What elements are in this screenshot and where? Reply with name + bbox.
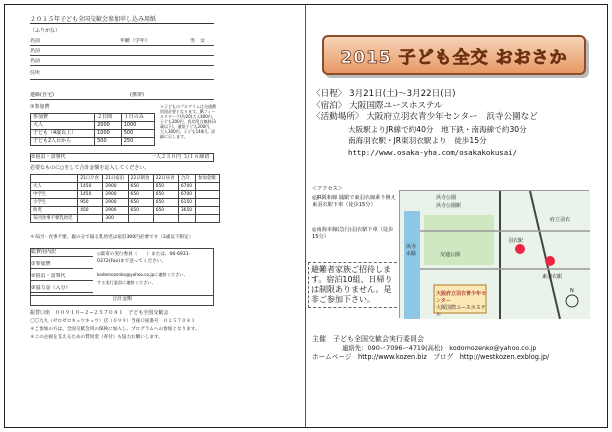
map-label-higashi: 東羽衣駅	[542, 274, 563, 280]
name-row-3[interactable]: 名前	[30, 58, 214, 66]
map-label-park: 浜寺公園	[436, 195, 457, 201]
map-graphic	[400, 191, 590, 319]
map-label-north: N	[570, 288, 574, 294]
contact-email: kodomozenko@yahoo.co.jpに連絡ください。	[97, 272, 188, 277]
name-row-2[interactable]: 名前	[30, 48, 214, 56]
access-line-2: 南海羽衣駅・JR東羽衣駅より 徒歩15分	[348, 136, 487, 145]
evacuee-notice: 避難者家族ご招待します。宿泊10組、日帰りは制限ありません。是非ご参加下さい。	[308, 262, 402, 308]
bank-account-detail: 〇〇九九（ゼロゼロキュウキュウ）店（０９９）当座口座番号 ０２５７０８１	[30, 319, 196, 324]
map-label-school: 府立羽衣	[550, 217, 571, 223]
waterway	[404, 211, 420, 319]
contact-text: ◇最寄の実行委員（ ）または、06-6931-0372(Fax)まで送ってください。	[97, 252, 191, 264]
map-label-hostel: 大阪国際ユースホステル	[436, 305, 486, 318]
station-marker-2	[545, 256, 555, 266]
grand-total: 合計金額	[31, 295, 213, 303]
organizer-contact: 連絡先：090ー7096ー4719(高松) kodomozenko@yahoo.co.jp	[342, 344, 537, 352]
note-1: ＊ご参加の方は、全国交歓会用の保険に加入し、プログラムへの参加となります。	[30, 327, 200, 332]
venue-url[interactable]: http://www.osaka-yha.com/osakakokusai/	[348, 147, 518, 157]
total-box	[30, 248, 214, 306]
access-header: ＜アクセス＞	[312, 186, 343, 192]
access-notes	[312, 186, 396, 241]
form-title: ２０１５年子ども全国交歓会参加申し込み用紙	[30, 16, 214, 24]
registration-form	[30, 16, 216, 340]
event-info	[312, 89, 602, 158]
organizer: 主催 子ども全国交歓会実行委員会	[312, 335, 424, 343]
organizer-links[interactable]: ホームページ http://www.kozen.biz ブログ http://westkozen.exblog.jp/	[312, 353, 550, 361]
total-item-fee[interactable]: ①参加費	[31, 261, 93, 269]
phone-row[interactable]: 連絡(自宅) (携帯)	[30, 92, 214, 100]
contact-tail: する実行委員に連絡ください。	[97, 280, 156, 285]
map-label-park-station: 浜寺公園駅	[436, 203, 462, 209]
note-2: ＊この企画を支えるための賛同金（寄付）も協力お願いします。	[30, 335, 163, 340]
date-line: 〈日程〉 3月21日(土)〜3月22日(日)	[312, 89, 456, 99]
meal-header-row: ②宿泊・食事代 一人２５０円 ３/１６締切	[30, 153, 214, 162]
furigana-label: （ふりがな）	[30, 28, 61, 34]
map-label-center: 大阪府立羽衣青少年センター	[436, 291, 487, 304]
fee-header: ①参加費	[30, 104, 50, 110]
access-line-1: 大阪駅よりJR線で約40分 地下鉄・南海線で約30分	[348, 124, 527, 134]
meal-footnote: ＊布団・食事不要、親の分で寝る乳幼児は宿泊300円必要です（3歳以下限定）	[30, 235, 194, 240]
name-row-1[interactable]: 名前 年齢（学年） 男 女	[30, 38, 214, 46]
fold-line	[305, 5, 306, 427]
map-label-traffic-park: 交通公園	[440, 252, 461, 258]
meal-note: 必要なものに○をして合計金額を記入してください。	[30, 165, 150, 171]
total-header: 総費用内訳	[31, 249, 93, 257]
organizer-footer	[312, 335, 602, 362]
route-nankai: ◎南海本線(急行)羽衣駅下車（徒歩15分）	[312, 227, 394, 240]
flyer-title-banner: 2015 子ども全交 おおさか	[322, 35, 586, 75]
map-label-waterway: 浜寺水路	[406, 244, 417, 257]
fee-note: ＊子どものプログラムは交通費別途必要となります。JRフィールドワーク(約20)大人400円、子ども200円、乳幼児は無料(3歳以下)、通常子ども200円、大人300円、子ども140円。詳細に示します。	[160, 104, 216, 139]
total-item-meal[interactable]: ②宿泊・食事代	[31, 273, 93, 281]
total-item-donation[interactable]: ③協力金（入分）	[31, 285, 93, 293]
venue-line: 〈活動場所〉 大阪府立羽衣青少年センター 浜寺公園など	[312, 112, 538, 122]
fee-table: 参加費 ２日間 １日のみ 大人 2000 1000 子ども（4歳以上） 1000 500 子ども2人目から 500 250	[30, 113, 155, 146]
bank-account: 振替口座 ００９１０−２−２５７０８１ 子ども全国交歓会	[30, 310, 169, 316]
route-jr: ◎JR阪和線 鳳駅で東羽衣線乗り換え東羽衣駅下車（徒歩15分）	[312, 195, 396, 208]
stay-line: 〈宿泊〉 大阪国際ユースホステル	[312, 100, 443, 111]
station-marker	[515, 244, 525, 254]
meal-table: 21日夕食 21日宿泊 22日朝食 22日昼食 合計 参加金額 大人 1450 2900 650 650 6700 中学生 1450 2900 650 650 6700 小学生 950 2900 650 650 6150 幼児 450 2900 650 650 3650 布団食事不要乳幼児 300	[30, 174, 220, 223]
map-label-hagoromo: 羽衣駅	[508, 238, 524, 244]
address-row[interactable]: 住所	[30, 70, 214, 80]
access-map	[399, 190, 589, 318]
